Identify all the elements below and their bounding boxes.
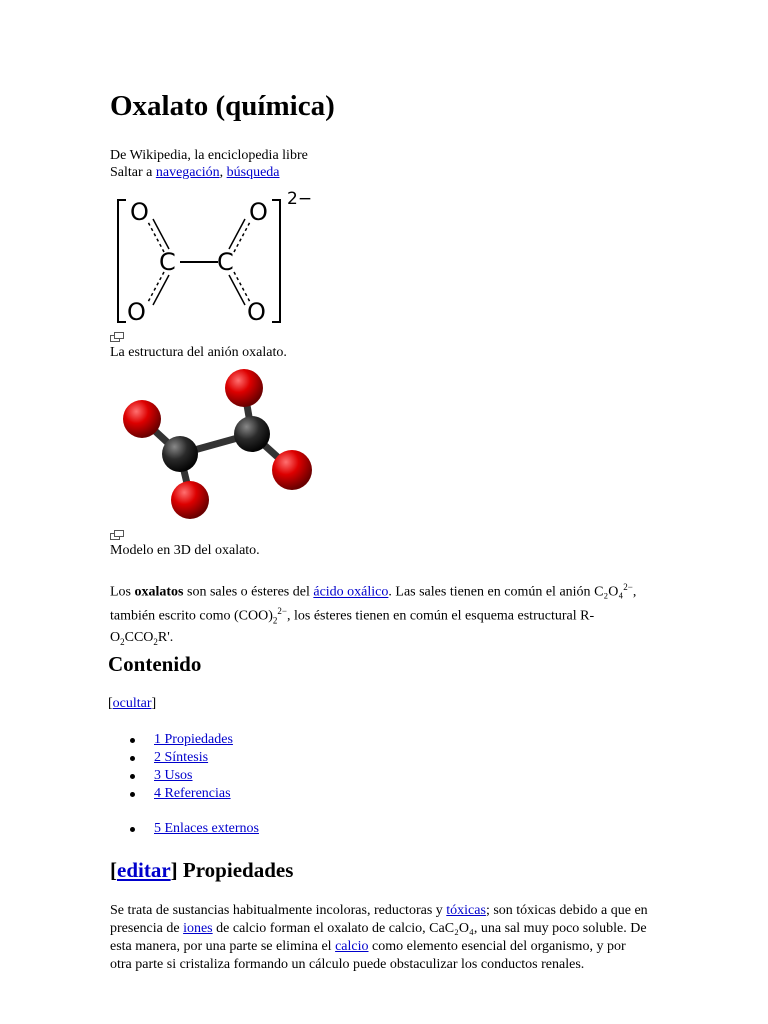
intro-paragraph: Los oxalatos son sales o ésteres del ácido oxálico. Las sales tienen en común el anión C₂O₄$^{2-}$, también escrito como $(COO)_2^{2-}$, los ésteres tienen en común el esquema estructural $R-O_2CCO_2R'$. bbox=[110, 582, 637, 647]
page-title: Oxalato (química) bbox=[110, 90, 335, 122]
toc-link-usos[interactable]: 3 Usos bbox=[154, 768, 193, 783]
toxicas-link[interactable]: tóxicas bbox=[446, 903, 486, 918]
tagline: De Wikipedia, la enciclopedia libre bbox=[110, 148, 308, 163]
enlarge-icon[interactable] bbox=[110, 530, 124, 540]
toc-item bbox=[110, 731, 233, 749]
enlarge-icon[interactable] bbox=[110, 332, 124, 342]
edit-section-link[interactable]: editar bbox=[117, 858, 171, 882]
atom-c-left: C bbox=[159, 248, 176, 276]
oxalate-3d-model[interactable] bbox=[112, 366, 322, 526]
jump-navigation-link[interactable]: navegación bbox=[155, 165, 220, 180]
toc-toggle: [ocultar] bbox=[108, 696, 157, 711]
toc-item bbox=[110, 785, 233, 803]
atom-c-right: C bbox=[217, 248, 234, 276]
toc-item bbox=[110, 767, 233, 785]
toc-heading: Contenido bbox=[108, 652, 202, 676]
atom-o-top-left: O bbox=[130, 198, 149, 226]
section-heading-propiedades: [editar] Propiedades bbox=[110, 858, 294, 882]
atom-o-bottom-left: O bbox=[127, 298, 146, 326]
toc-list bbox=[110, 731, 233, 803]
toc-item bbox=[110, 749, 233, 767]
oxalate-structure-diagram[interactable] bbox=[112, 186, 322, 328]
atom-o-bottom-right: O bbox=[247, 298, 266, 326]
toc-link-propiedades[interactable]: 1 Propiedades bbox=[154, 732, 233, 747]
acido-oxalico-link[interactable]: ácido oxálico bbox=[313, 584, 389, 600]
atom-o-top-right: O bbox=[249, 198, 268, 226]
figure-caption-3d: Modelo en 3D del oxalato. bbox=[110, 543, 260, 558]
toc-item bbox=[110, 820, 259, 838]
jump-search-link[interactable]: búsqueda bbox=[226, 165, 280, 180]
toc-link-enlaces[interactable]: 5 Enlaces externos bbox=[154, 821, 259, 836]
toc-link-referencias[interactable]: 4 Referencias bbox=[154, 786, 231, 801]
propiedades-paragraph: Se trata de sustancias habitualmente incoloras, reductoras y tóxicas; son tóxicas debido a que en presencia de iones de calcio forman el oxalato de calcio, CaC₂O₄, una sal muy poco soluble. De esta manera, por una parte se elimina el calcio como elemento esencial del organismo, y por otra parte si cristaliza formando un cálculo puede obstaculizar los conductos renales. bbox=[110, 903, 648, 972]
calcio-link[interactable]: calcio bbox=[335, 939, 369, 954]
figure-caption-structure: La estructura del anión oxalato. bbox=[110, 345, 287, 360]
iones-link[interactable]: iones bbox=[183, 921, 213, 936]
toc-link-sintesis[interactable]: 2 Síntesis bbox=[154, 750, 209, 765]
toc-hide-link[interactable]: ocultar bbox=[112, 696, 152, 711]
ion-charge: 2− bbox=[287, 189, 313, 209]
jump-links: Saltar a navegación, búsqueda bbox=[110, 165, 280, 180]
toc-list-extra bbox=[110, 820, 259, 838]
